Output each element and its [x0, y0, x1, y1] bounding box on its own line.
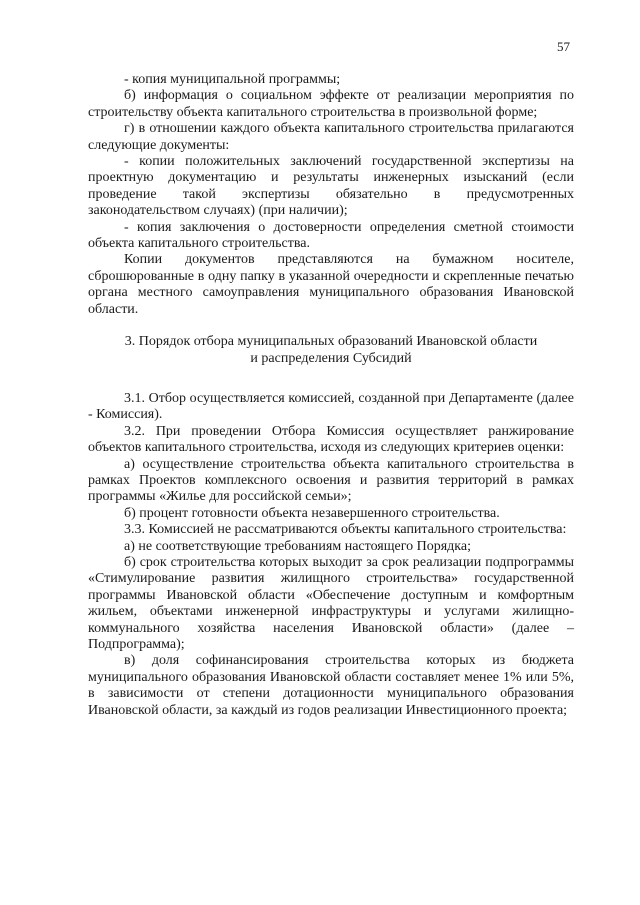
paragraph: а) осуществление строительства объекта капитального строительства в рамках Проектов комплексного освоения и развития территорий в рамках программы «Жилье для российской семьи»; — [88, 456, 574, 505]
paragraph: в) доля софинансирования строительства которых из бюджета муниципального образования Ивановской области составляет менее 1% или 5%, в зависимости от степени дотационности муниципального образования Ивановской области, за каждый из годов реализации Инвестиционного проекта; — [88, 653, 574, 718]
paragraph: б) процент готовности объекта незавершенного строительства. — [124, 505, 500, 521]
paragraph: 3.3. Комиссией не рассматриваются объекты капитального строительства: — [124, 522, 567, 538]
section-heading-line: и распределения Субсидий — [250, 350, 412, 366]
page-number: 57 — [557, 39, 570, 54]
paragraph: 3.1. Отбор осуществляется комиссией, созданной при Департаменте (далее - Комиссия). — [88, 390, 574, 423]
section-heading-line: 3. Порядок отбора муниципальных образований Ивановской области — [124, 334, 538, 350]
paragraph: а) не соответствующие требованиям настоящего Порядка; — [124, 538, 471, 554]
paragraph: - копии положительных заключений государственной экспертизы на проектную документацию и результаты инженерных изысканий (если проведение такой экспертизы обязательно в предусмотренных законодательством случаях) (при наличии); — [88, 154, 574, 219]
paragraph: Копии документов представляются на бумажном носителе, сброшюрованные в одну папку в указанной очередности и скрепленные печатью органа местного самоуправления муниципального образования Ивановской области. — [88, 252, 574, 317]
spacer — [88, 367, 574, 391]
section-heading — [88, 334, 574, 367]
paragraph: 3.2. При проведении Отбора Комиссия осуществляет ранжирование объектов капитального строительства, исходя из следующих критериев оценки: — [88, 423, 574, 456]
spacer — [88, 318, 574, 334]
paragraph: - копия муниципальной программы; — [124, 72, 341, 87]
paragraph: г) в отношении каждого объекта капитального строительства прилагаются следующие документы: — [88, 121, 574, 153]
paragraph: - копия заключения о достоверности определения сметной стоимости объекта капитального строительства. — [88, 219, 574, 252]
paragraph: б) срок строительства которых выходит за срок реализации подпрограммы «Стимулирование развития жилищного строительства» государственной программы Ивановской области «Обеспечение доступным и комфортным жильем, объектами инженерной инфраструктуры и услугами жилищно-коммунального хозяйства населения Ивановской области» (далее – Подпрограмма); — [88, 554, 574, 652]
paragraph: б) информация о социальном эффекте от реализации мероприятия по строительству объекта капитального строительства в произвольной форме; — [88, 88, 574, 120]
document-body — [88, 72, 574, 719]
